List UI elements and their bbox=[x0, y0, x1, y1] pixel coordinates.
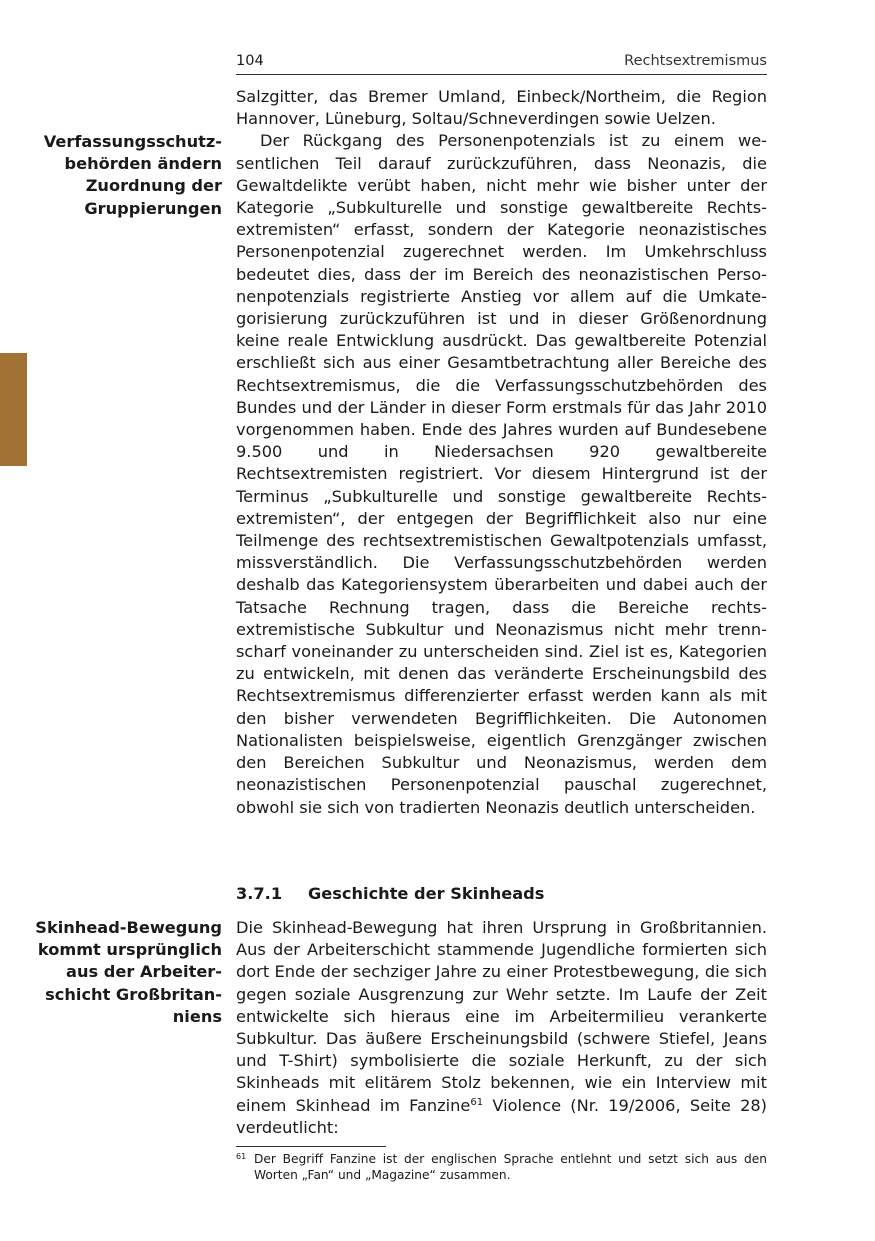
running-title: Rechtsextremismus bbox=[624, 53, 767, 69]
footnote-reference[interactable]: 61 bbox=[470, 1096, 484, 1108]
body-text-block-1 bbox=[236, 86, 767, 819]
chapter-thumb-tab bbox=[0, 353, 27, 466]
section-title: Geschichte der Skinheads bbox=[308, 884, 545, 903]
footnote-number: 61 bbox=[236, 1152, 247, 1161]
paragraph-3 bbox=[236, 917, 767, 1139]
footnote bbox=[236, 1151, 767, 1183]
paragraph-3-text: Die Skinhead-Bewegung hat ihren Ursprung in Großbritannien. Aus der Arbeiterschicht stammende Jugendliche formierten sich dort Ende der sechziger Jahre zu einer Protestbewegung, die sich gegen soziale Ausgrenzung zur Wehr setzte. Im Laufe der Zeit entwickelte sich hieraus eine im Arbeitermilieu verankerte Subkultur. Das äußere Erscheinungsbild (schwere Stiefel, Jeans und T-Shirt) symbolisierte die soziale Herkunft, zu der sich Skinheads mit elitärem Stolz bekennen, wie ein Interview mit einem Skinhead im Fanzine bbox=[236, 918, 767, 1115]
section-number: 3.7.1 bbox=[236, 884, 283, 903]
margin-note-1: Verfassungsschutzbehörden ändern Zuordnung der Gruppierungen bbox=[43, 132, 222, 218]
paragraph-1: Salzgitter, das Bremer Umland, Einbeck/Northeim, die Region Hannover, Lüneburg, Soltau/Schneverdingen sowie Uelzen. bbox=[236, 87, 767, 129]
paragraph-2: Der Rückgang des Personenpotenzials ist zu einem wesentlichen Teil darauf zurückzuführen, dass Neonazis, die Gewaltdelikte verübt haben, nicht mehr wie bisher unter der Kategorie „Subkulturelle und sonstige gewaltbereite Rechtsextremisten“ erfasst, sondern der Kategorie neonazistisches Personenpotenzial zugerechnet werden. Im Umkehrschluss bedeutet dies, dass der im Bereich des neonazistischen Personenpotenzials registrierte Anstieg vor allem auf die Umkategorisierung zurückzuführen ist und in dieser Größenordnung keine reale Entwicklung ausdrückt. Das gewaltbereite Potenzial erschließt sich aus einer Gesamtbetrachtung aller Bereiche des Rechtsextremismus, die die Verfassungsschutzbehörden des Bundes und der Länder in dieser Form erstmals für das Jahr 2010 vorgenommen haben. Ende des Jahres wurden auf Bundesebene 9.500 und in Niedersachsen 920 gewaltbereite Rechtsextremisten registriert. Vor diesem Hintergrund ist der Terminus „Subkulturelle und sonstige gewaltbereite Rechtsextremisten“, der entgegen der Begrifflichkeit also nur eine Teilmenge des rechtsextremistischen Gewaltpotenzials umfasst, missverständlich. Die Verfassungsschutzbehörden werden deshalb das Kategoriensystem überarbeiten und dabei auch der Tatsache Rechnung tragen, dass die Bereiche rechtsextremistische Subkultur und Neonazismus nicht mehr trennscharf voneinander zu unterscheiden sind. Ziel ist es, Kategorien zu entwickeln, mit denen das veränderte Erscheinungsbild des Rechtsextremismus differenzierter erfasst werden kann als mit den bisher verwendeten Begrifflichkeiten. Die Autonomen Nationalisten beispielsweise, eigentlich Grenzgänger zwischen den Bereichen Subkultur und Neonazismus, werden dem neonazistischen Personenpotenzial pauschal zugerechnet, obwohl sie sich von tradierten Neonazis deutlich unterscheiden. bbox=[236, 131, 767, 817]
section-heading bbox=[236, 883, 767, 905]
paragraph-3-tail: Violence (Nr. 19/2006, Seite 28) verdeutlicht: bbox=[236, 1095, 767, 1137]
margin-note-2: Skinhead-Bewegung kommt ursprünglich aus der Arbeiterschicht Großbritanniens bbox=[35, 918, 222, 1026]
footnote-rule bbox=[236, 1146, 386, 1147]
footnote-text: Der Begriff Fanzine ist der englischen Sprache entlehnt und setzt sich aus den Worten „Fan“ und „Magazine“ zusammen. bbox=[254, 1152, 767, 1182]
page-number: 104 bbox=[236, 53, 264, 69]
body-text-block-2 bbox=[236, 917, 767, 1139]
page-header bbox=[236, 50, 767, 75]
